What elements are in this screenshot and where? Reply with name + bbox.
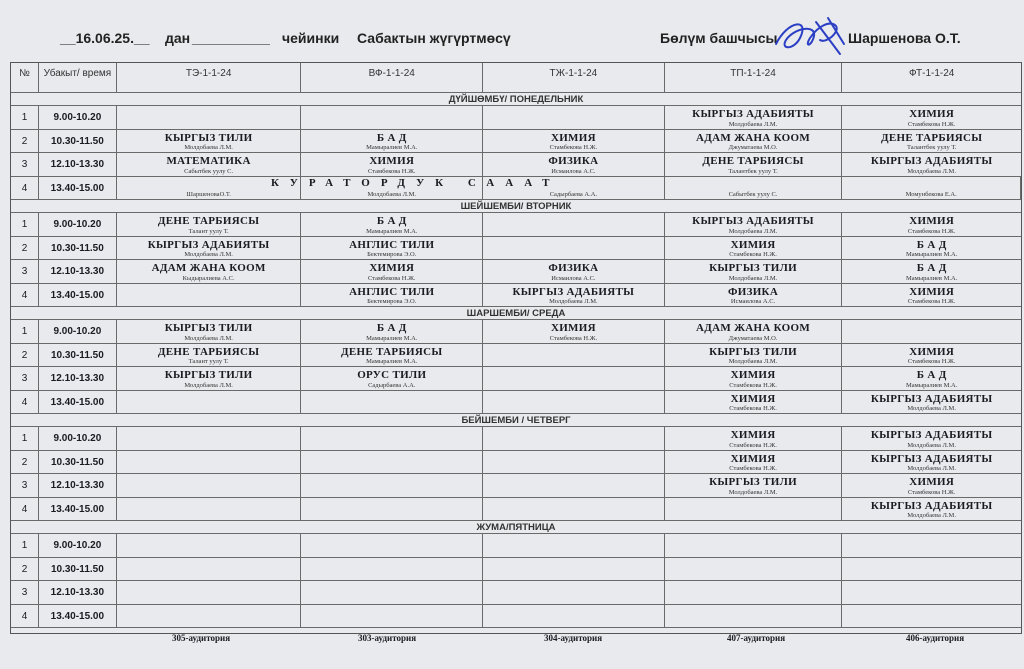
- subject-name: ФИЗИКА: [548, 155, 599, 167]
- lesson-cell: [301, 427, 483, 450]
- lesson-row: [11, 581, 1021, 605]
- date-from: __16.06.25.__: [60, 30, 150, 46]
- lesson-cell: [301, 367, 483, 390]
- lesson-cell: [301, 237, 483, 260]
- lesson-cell: [665, 177, 843, 200]
- subject-name: КЫРГЫЗ АДАБИЯТЫ: [692, 108, 814, 120]
- subject-name: КЫРГЫЗ ТИЛИ: [164, 369, 253, 381]
- subject-name: Б А Д: [916, 238, 947, 251]
- lesson-cell: [117, 130, 302, 153]
- lesson-time: 13.40-15.00: [39, 284, 117, 307]
- subject-name: Б А Д: [376, 322, 407, 334]
- lesson-cell: [301, 153, 483, 176]
- lesson-cell: [301, 474, 483, 497]
- lesson-cell: [301, 534, 483, 557]
- teacher-name: Садырбаева А.А.: [549, 191, 598, 198]
- lesson-cell: [301, 391, 483, 414]
- subject-name: КЫРГЫЗ АДАБИЯТЫ: [512, 285, 635, 298]
- lesson-cell: [842, 284, 1021, 307]
- lesson-row: [11, 177, 1021, 201]
- lesson-time: 13.40-15.00: [39, 605, 117, 628]
- lesson-cell: [842, 605, 1021, 628]
- lesson-row: [11, 320, 1021, 344]
- lesson-cell: [665, 367, 843, 390]
- lesson-time: 12.10-13.30: [39, 367, 117, 390]
- lesson-cell: [665, 213, 843, 236]
- subject-name: ХИМИЯ: [730, 429, 776, 441]
- lesson-cell: [665, 498, 843, 521]
- lesson-cell: [842, 320, 1021, 343]
- lesson-cell: [117, 427, 302, 450]
- day-header-row: [11, 521, 1021, 534]
- teacher-name: Стамбекова Н.Ж.: [907, 298, 956, 305]
- lesson-cell: [665, 284, 843, 307]
- lesson-cell: [117, 367, 302, 390]
- teacher-name: Молдобаева Л.М.: [184, 381, 233, 389]
- subject-name: КЫРГЫЗ АДАБИЯТЫ: [870, 452, 993, 465]
- subject-name: КЫРГЫЗ ТИЛИ: [709, 262, 797, 274]
- lesson-cell: [117, 498, 302, 521]
- teacher-name: Стамбекова Н.Ж.: [367, 274, 416, 282]
- lesson-time: 10.30-11.50: [39, 451, 117, 474]
- lesson-cell: [842, 367, 1021, 390]
- lesson-row: [11, 427, 1021, 451]
- lesson-time: 12.10-13.30: [39, 474, 117, 497]
- subject-name: ХИМИЯ: [909, 345, 955, 358]
- lesson-cell: [842, 427, 1021, 450]
- lesson-row: [11, 106, 1021, 130]
- lesson-number: 2: [11, 558, 39, 581]
- curator-hour-label: КУРАТОРДУК САААТ: [271, 176, 561, 189]
- lesson-cell: [117, 534, 302, 557]
- lesson-row: [11, 498, 1021, 522]
- subject-name: АНГЛИС ТИЛИ: [349, 285, 435, 298]
- day-header-row: [11, 93, 1021, 106]
- teacher-name: Стамбекова Н.Ж.: [367, 167, 416, 175]
- lesson-cell: [665, 474, 843, 497]
- teacher-name: Бектемирова Э.О.: [367, 298, 417, 305]
- lesson-time: 9.00-10.20: [39, 106, 117, 129]
- teacher-name: Кыдыралиева А.С.: [182, 274, 235, 282]
- lesson-cell: [842, 130, 1021, 153]
- lesson-number: 1: [11, 427, 39, 450]
- lesson-time: 10.30-11.50: [39, 558, 117, 581]
- subject-name: АДАМ ЖАНА КООМ: [151, 262, 266, 274]
- lesson-row: [11, 474, 1021, 498]
- group-column-header: ТЭ-1-1-24: [117, 63, 302, 92]
- lesson-cell: [483, 558, 665, 581]
- lesson-row: [11, 558, 1021, 582]
- lesson-cell: [483, 344, 665, 367]
- lesson-cell: [301, 260, 483, 283]
- subject-name: ДЕНЕ ТАРБИЯСЫ: [157, 215, 260, 227]
- teacher-name: Молдобаева Л.М.: [907, 405, 956, 412]
- day-name: БЕЙШЕМБИ / ЧЕТВЕРГ: [461, 415, 571, 426]
- head-name: Шаршенова О.Т.: [848, 30, 961, 46]
- subject-name: АДАМ ЖАНА КООМ: [696, 131, 811, 144]
- lesson-cell: [665, 558, 843, 581]
- lesson-cell: [665, 260, 843, 283]
- subject-name: ФИЗИКА: [548, 262, 599, 274]
- subject-name: ХИМИЯ: [369, 155, 415, 167]
- lesson-cell: [301, 605, 483, 628]
- lesson-row: [11, 284, 1021, 308]
- lesson-cell: [117, 581, 302, 604]
- document-header: [0, 22, 1024, 58]
- teacher-name: Молдобаева Л.М.: [907, 441, 956, 449]
- table-header-row: [11, 63, 1021, 93]
- lesson-number: 1: [11, 320, 39, 343]
- lesson-cell: [117, 391, 302, 414]
- lesson-cell: [117, 474, 302, 497]
- lesson-number: 3: [11, 260, 39, 283]
- lesson-cell: [301, 498, 483, 521]
- lesson-cell: [665, 320, 843, 343]
- lesson-number: 4: [11, 391, 39, 414]
- subject-name: Б А Д: [916, 262, 947, 274]
- lesson-cell: [117, 153, 302, 176]
- lesson-cell: [301, 558, 483, 581]
- subject-name: ХИМИЯ: [730, 392, 776, 405]
- subject-name: КЫРГЫЗ АДАБИЯТЫ: [870, 429, 993, 441]
- signature-image: [770, 14, 850, 60]
- lesson-cell: [665, 534, 843, 557]
- lesson-time: 9.00-10.20: [39, 427, 117, 450]
- lesson-cell: [117, 237, 302, 260]
- room-label: 407-аудитория: [727, 633, 786, 643]
- teacher-name: Стамбекова Н.Ж.: [729, 251, 777, 258]
- lesson-cell: [842, 106, 1021, 129]
- lesson-cell: [117, 558, 302, 581]
- subject-name: КЫРГЫЗ ТИЛИ: [164, 131, 253, 144]
- group-column-header: ТП-1-1-24: [665, 63, 843, 92]
- lesson-number: 3: [11, 581, 39, 604]
- lesson-cell: [301, 320, 483, 343]
- teacher-name: Мамыралиев М.А.: [905, 251, 958, 258]
- lesson-cell: [842, 474, 1021, 497]
- teacher-name: Молдобаева Л.М.: [907, 167, 956, 175]
- teacher-name: Мамыралиев М.А.: [366, 334, 418, 342]
- lesson-cell: [301, 451, 483, 474]
- lesson-cell: [483, 427, 665, 450]
- lesson-cell: [483, 320, 665, 343]
- time-column-header: Убакыт/ время: [39, 63, 117, 92]
- lesson-number: 3: [11, 153, 39, 176]
- subject-name: КЫРГЫЗ АДАБИЯТЫ: [870, 392, 993, 405]
- lesson-number: 3: [11, 474, 39, 497]
- day-header-row: [11, 307, 1021, 320]
- teacher-name: Джуматаева М.О.: [728, 334, 778, 342]
- lesson-cell: [483, 451, 665, 474]
- teacher-name: Талантбек уулу Т.: [906, 144, 957, 151]
- subject-name: КЫРГЫЗ ТИЛИ: [164, 322, 253, 334]
- teacher-name: Исмаилова А.С.: [730, 298, 776, 305]
- lesson-cell: [483, 260, 665, 283]
- lesson-cell: [483, 605, 665, 628]
- lesson-time: 10.30-11.50: [39, 344, 117, 367]
- subject-name: ХИМИЯ: [550, 322, 596, 334]
- lesson-row: [11, 451, 1021, 475]
- lesson-cell: [483, 213, 665, 236]
- teacher-name: Мамыралиев М.А.: [905, 381, 958, 389]
- teacher-name: Стамбекова Н.Ж.: [549, 334, 598, 342]
- subject-name: Б А Д: [376, 215, 407, 227]
- head-label: Бөлүм башчысы: [660, 30, 778, 46]
- subject-name: ДЕНЕ ТАРБИЯСЫ: [702, 155, 804, 167]
- lesson-row: [11, 344, 1021, 368]
- teacher-name: Молдобаева Л.М.: [728, 358, 778, 365]
- day-header-row: [11, 414, 1021, 427]
- teacher-name: Стамбекова Н.Ж.: [549, 144, 598, 151]
- lesson-cell: [665, 451, 843, 474]
- lesson-cell: [483, 581, 665, 604]
- lesson-cell: [483, 498, 665, 521]
- lesson-cell: [483, 391, 665, 414]
- lesson-row: [11, 237, 1021, 261]
- subject-name: ХИМИЯ: [909, 285, 955, 298]
- lesson-cell: [842, 213, 1021, 236]
- subject-name: КЫРГЫЗ АДАБИЯТЫ: [692, 215, 814, 227]
- teacher-name: Стамбекова Н.Ж.: [907, 358, 956, 365]
- lesson-cell: [301, 213, 483, 236]
- lesson-cell: [483, 367, 665, 390]
- teacher-name: Молдобаева Л.М.: [184, 334, 233, 342]
- from-word: дан: [165, 30, 191, 46]
- number-column-header: №: [11, 63, 39, 92]
- teacher-name: Молдобаева Л.М.: [728, 274, 778, 282]
- subject-name: Б А Д: [376, 131, 407, 144]
- lesson-time: 13.40-15.00: [39, 391, 117, 414]
- document-title: Сабактын жүгүртмөсү: [357, 30, 511, 46]
- subject-name: ДЕНЕ ТАРБИЯСЫ: [157, 345, 260, 358]
- lesson-time: 9.00-10.20: [39, 534, 117, 557]
- lesson-number: 4: [11, 498, 39, 521]
- lesson-cell: [301, 130, 483, 153]
- lesson-cell: [117, 106, 302, 129]
- lesson-time: 12.10-13.30: [39, 153, 117, 176]
- lesson-number: 4: [11, 177, 39, 200]
- lesson-cell: [665, 237, 843, 260]
- lesson-row: [11, 260, 1021, 284]
- lesson-number: 2: [11, 130, 39, 153]
- lesson-number: 1: [11, 213, 39, 236]
- lesson-cell: [842, 260, 1021, 283]
- teacher-name: Мамыралиев М.А.: [366, 227, 418, 235]
- lesson-cell: [665, 581, 843, 604]
- lesson-row: [11, 130, 1021, 154]
- teacher-name: Мамыралиев М.А.: [366, 144, 418, 151]
- lesson-cell: [842, 177, 1021, 200]
- lesson-time: 12.10-13.30: [39, 581, 117, 604]
- lesson-number: 2: [11, 451, 39, 474]
- day-name: ДҮЙШӨМБҮ/ ПОНЕДЕЛЬНИК: [448, 94, 584, 105]
- lesson-cell: [842, 391, 1021, 414]
- group-column-header: ВФ-1-1-24: [301, 63, 483, 92]
- teacher-name: Стамбекова Н.Ж.: [907, 120, 956, 128]
- lesson-number: 1: [11, 106, 39, 129]
- footer-rooms: [0, 633, 1024, 653]
- subject-name: КЫРГЫЗ ТИЛИ: [709, 476, 797, 488]
- teacher-name: Мамыралиев М.А.: [366, 358, 418, 365]
- teacher-name: Молдобаева Л.М.: [367, 191, 417, 198]
- lesson-cell: [483, 153, 665, 176]
- teacher-name: Молдобаева Л.М.: [184, 251, 233, 258]
- lesson-cell: [842, 344, 1021, 367]
- teacher-name: Исмаилова А.С.: [551, 274, 596, 282]
- lesson-cell: [117, 284, 302, 307]
- subject-name: КЫРГЫЗ ТИЛИ: [709, 345, 797, 358]
- teacher-name: Молдобаева Л.М.: [728, 227, 778, 235]
- lesson-cell: [117, 344, 302, 367]
- lesson-cell: [665, 344, 843, 367]
- subject-name: ХИМИЯ: [369, 262, 415, 274]
- room-label: 303-аудитория: [358, 633, 417, 643]
- teacher-name: Талант уулу Т.: [188, 227, 229, 235]
- lesson-number: 2: [11, 237, 39, 260]
- lesson-cell: [842, 237, 1021, 260]
- lesson-cell: [483, 130, 665, 153]
- lesson-cell: [117, 320, 302, 343]
- lesson-time: 9.00-10.20: [39, 320, 117, 343]
- subject-name: ДЕНЕ ТАРБИЯСЫ: [341, 345, 443, 358]
- subject-name: КЫРГЫЗ АДАБИЯТЫ: [870, 499, 993, 512]
- lesson-cell: [665, 427, 843, 450]
- subject-name: ХИМИЯ: [730, 238, 776, 251]
- lesson-cell: [483, 474, 665, 497]
- teacher-name: Сабытбек уулу С.: [728, 191, 778, 198]
- teacher-name: Стамбекова Н.Ж.: [729, 465, 777, 472]
- lesson-number: 4: [11, 605, 39, 628]
- day-header-row: [11, 200, 1021, 213]
- teacher-name: Молдобаева Л.М.: [549, 298, 598, 305]
- lesson-cell: [842, 534, 1021, 557]
- subject-name: ОРУС ТИЛИ: [357, 369, 427, 381]
- teacher-name: ШаршеноваО.Т.: [186, 191, 231, 198]
- lesson-cell: [842, 451, 1021, 474]
- subject-name: ХИМИЯ: [730, 369, 776, 381]
- teacher-name: Джуматаева М.О.: [728, 144, 778, 151]
- lesson-number: 3: [11, 367, 39, 390]
- teacher-name: Молдобаева Л.М.: [907, 512, 956, 519]
- lesson-cell: [665, 391, 843, 414]
- lesson-row: [11, 391, 1021, 415]
- subject-name: ДЕНЕ ТАРБИЯСЫ: [880, 131, 983, 144]
- group-column-header: ФТ-1-1-24: [908, 68, 955, 79]
- subject-name: ХИМИЯ: [550, 131, 596, 144]
- lesson-number: 2: [11, 344, 39, 367]
- day-name: ЖУМА/ПЯТНИЦА: [476, 522, 556, 533]
- teacher-name: Стамбекова Н.Ж.: [907, 227, 956, 235]
- lesson-row: [11, 213, 1021, 237]
- until-word: чейинки: [282, 30, 340, 46]
- teacher-name: Стамбекова Н.Ж.: [729, 381, 777, 389]
- schedule-table: [10, 62, 1022, 634]
- lesson-cell: [301, 106, 483, 129]
- subject-name: КЫРГЫЗ АДАБИЯТЫ: [870, 155, 993, 167]
- teacher-name: Исмаилова А.С.: [551, 167, 596, 175]
- lesson-time: 13.40-15.00: [39, 177, 117, 200]
- lesson-time: 10.30-11.50: [39, 130, 117, 153]
- lesson-cell: [665, 130, 843, 153]
- teacher-name: Молдобаева Л.М.: [907, 465, 956, 472]
- lesson-cell: [842, 581, 1021, 604]
- lesson-cell: [301, 344, 483, 367]
- lesson-number: 4: [11, 284, 39, 307]
- subject-name: Б А Д: [916, 369, 947, 381]
- lesson-time: 9.00-10.20: [39, 213, 117, 236]
- lesson-cell: [483, 237, 665, 260]
- lesson-cell: [842, 153, 1021, 176]
- lesson-cell: [117, 605, 302, 628]
- subject-name: АДАМ ЖАНА КООМ: [696, 322, 811, 334]
- subject-name: ХИМИЯ: [730, 452, 776, 465]
- lesson-time: 12.10-13.30: [39, 260, 117, 283]
- room-label: 406-аудитория: [906, 633, 965, 643]
- lesson-cell: [301, 581, 483, 604]
- teacher-name: Молдобаева Л.М.: [728, 120, 778, 128]
- teacher-name: Стамбекова Н.Ж.: [729, 441, 777, 449]
- lesson-cell: [665, 153, 843, 176]
- lesson-cell: [483, 106, 665, 129]
- lesson-cell: [842, 558, 1021, 581]
- lesson-cell: [483, 284, 665, 307]
- subject-name: КЫРГЫЗ АДАБИЯТЫ: [147, 238, 270, 251]
- lesson-cell: [665, 106, 843, 129]
- lesson-cell: [117, 451, 302, 474]
- subject-name: АНГЛИС ТИЛИ: [349, 238, 435, 251]
- teacher-name: Стамбекова Н.Ж.: [907, 488, 956, 496]
- lesson-row: [11, 605, 1021, 629]
- room-label: 304-аудитория: [544, 633, 603, 643]
- lesson-row: [11, 153, 1021, 177]
- subject-name: МАТЕМАТИКА: [166, 155, 251, 167]
- lesson-cell: [301, 284, 483, 307]
- teacher-name: Сабытбек уулу С.: [184, 167, 234, 175]
- lesson-cell: [117, 260, 302, 283]
- lesson-time: 10.30-11.50: [39, 237, 117, 260]
- teacher-name: Талантбек уулу Т.: [728, 167, 778, 175]
- lesson-row: [11, 534, 1021, 558]
- lesson-time: 13.40-15.00: [39, 498, 117, 521]
- room-label: 305-аудитория: [172, 633, 231, 643]
- teacher-name: Бектемирова Э.О.: [367, 251, 417, 258]
- day-name: ШАРШЕМБИ/ СРЕДА: [466, 308, 566, 319]
- lesson-number: 1: [11, 534, 39, 557]
- lesson-cell: [117, 213, 302, 236]
- subject-name: ХИМИЯ: [909, 215, 955, 227]
- group-column-header: ТЖ-1-1-24: [483, 63, 665, 92]
- lesson-cell: [842, 498, 1021, 521]
- teacher-name: Молдобаева Л.М.: [184, 144, 233, 151]
- subject-name: ХИМИЯ: [909, 476, 955, 488]
- subject-name: ХИМИЯ: [909, 108, 955, 120]
- teacher-name: Стамбекова Н.Ж.: [729, 405, 777, 412]
- lesson-cell: [483, 534, 665, 557]
- date-until-blank: __________: [192, 30, 270, 46]
- subject-name: ФИЗИКА: [727, 285, 779, 298]
- teacher-name: Мамыралиев М.А.: [905, 274, 958, 282]
- lesson-row: [11, 367, 1021, 391]
- teacher-name: Момунбекова Е.А.: [905, 191, 957, 198]
- day-name: ШЕЙШЕМБИ/ ВТОРНИК: [460, 201, 572, 212]
- lesson-cell: [665, 605, 843, 628]
- teacher-name: Талант уулу Т.: [188, 358, 229, 365]
- teacher-name: Садырбаева А.А.: [368, 381, 416, 389]
- teacher-name: Молдобаева Л.М.: [728, 488, 778, 496]
